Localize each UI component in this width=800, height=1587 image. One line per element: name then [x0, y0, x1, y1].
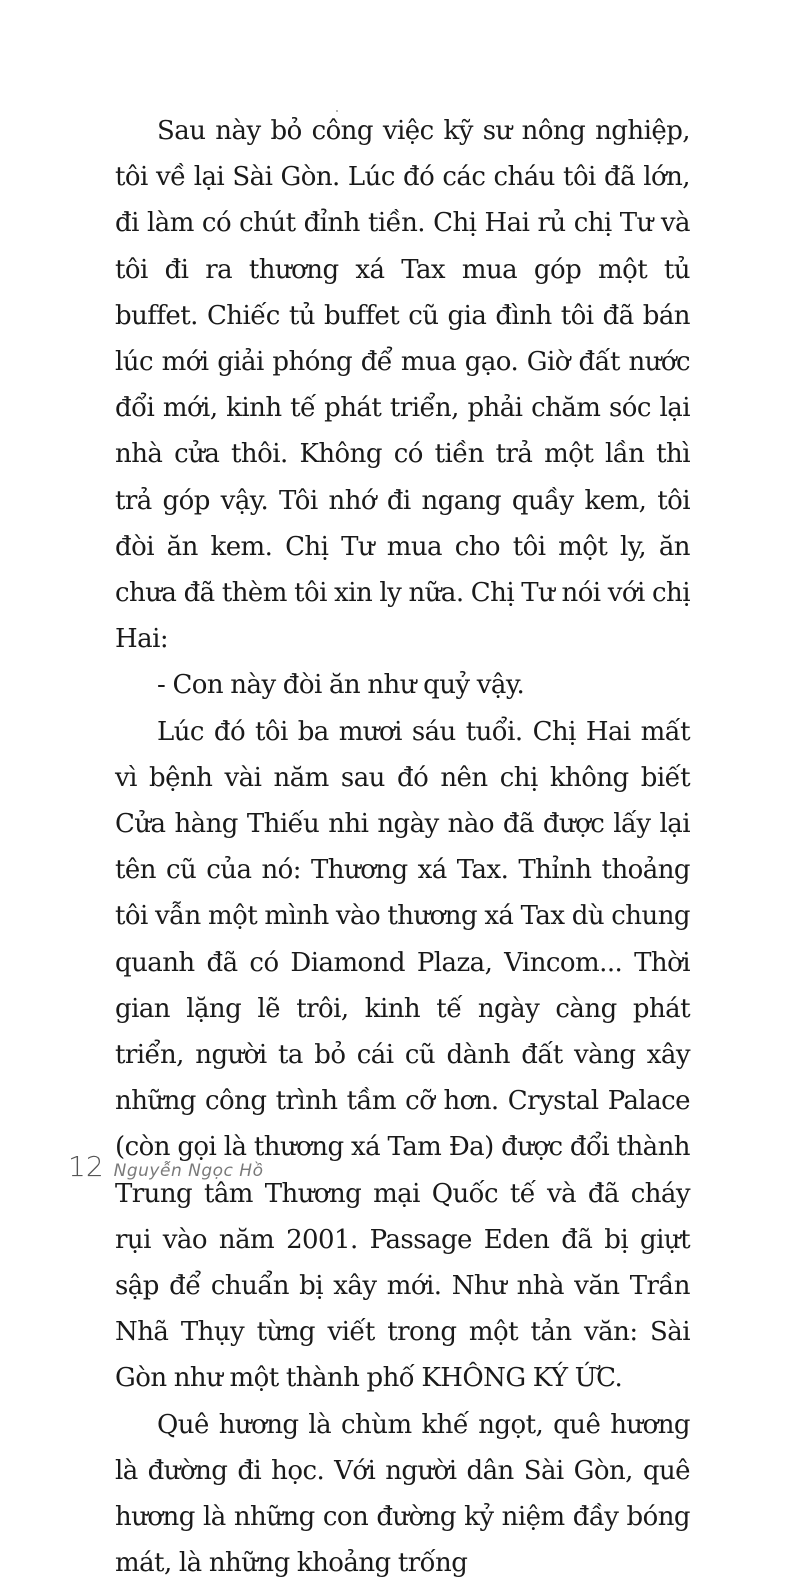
paragraph-1: Sau này bỏ công việc kỹ sư nông nghiệp, tôi về lại Sài Gòn. Lúc đó các cháu tôi đã lớn, đi làm có chút đỉnh tiền. Chị Hai rủ chị Tư và tôi đi ra thương xá Tax mua góp một tủ buffet. Chiếc tủ buffet cũ gia đình tôi đã bán lúc mới giải phóng để mua gạo. Giờ đất nước đổi mới, kinh tế phát triển, phải chăm sóc lại nhà cửa thôi. Không có tiền trả một lần thì trả góp vậy. Tôi nhớ đi ngang quầy kem, tôi đòi ăn kem. Chị Tư mua cho tôi một ly, ăn chưa đã thèm tôi xin ly nữa. Chị Tư nói với chị Hai: — [115, 116, 690, 655]
author-name: Nguyễn Ngọc Hồ — [113, 1161, 264, 1181]
body-text — [115, 108, 690, 1587]
paragraph-3: Quê hương là chùm khế ngọt, quê hương là đường đi học. Với người dân Sài Gòn, quê hương là những con đường kỷ niệm đầy bóng mát, là những khoảng trống — [115, 1409, 690, 1579]
page-number: 12 — [68, 1150, 104, 1183]
page-footer — [68, 1150, 263, 1190]
paragraph-2: Lúc đó tôi ba mươi sáu tuổi. Chị Hai mất vì bệnh vài năm sau đó nên chị không biết Cửa hàng Thiếu nhi ngày nào đã được lấy lại tên cũ của nó: Thương xá Tax. Thỉnh thoảng tôi vẫn một mình vào thương xá Tax dù chung quanh đã có Diamond Plaza, Vincom... Thời gian lặng lẽ trôi, kinh tế ngày càng phát triển, người ta bỏ cái cũ dành đất vàng xây những công trình tầm cỡ hơn. Crystal Palace (còn gọi là thương xá Tam Đa) được đổi thành Trung tâm Thương mại Quốc tế và đã cháy rụi vào năm 2001. Passage Eden đã bị giựt sập để chuẩn bị xây mới. Như nhà văn Trần Nhã Thụy từng viết trong một tản văn: Sài Gòn như một thành phố KHÔNG KÝ ỨC. — [115, 716, 690, 1394]
dialogue-line: - Con này đòi ăn như quỷ vậy. — [157, 670, 525, 701]
